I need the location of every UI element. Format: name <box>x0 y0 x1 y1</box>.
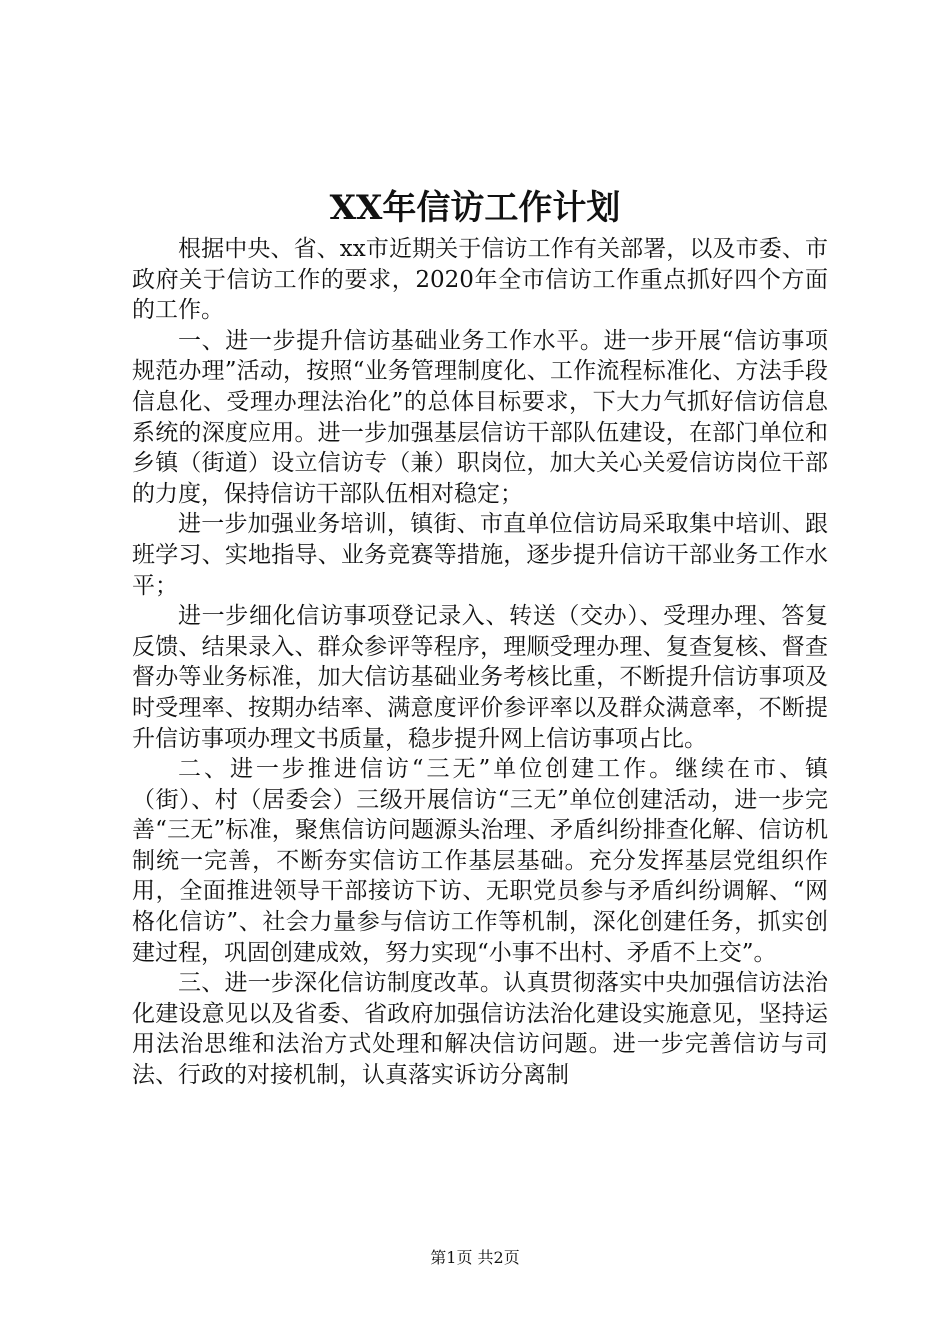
document-title: XX年信访工作计划 <box>329 188 621 228</box>
paragraph-procedures: 进一步细化信访事项登记录入、转送（交办）、受理办理、答复反馈、结果录入、群众参评等程序，理顺受理办理、复查复核、督查督办等业务标准，加大信访基础业务考核比重，不断提升信访事项及时受理率、按期办结率、满意度评价参评率以及群众满意率，不断提升信访事项办理文书质量，稳步提升网上信访事项占比。 <box>132 603 828 752</box>
document-body <box>132 234 828 1091</box>
paragraph-section-3: 三、进一步深化信访制度改革。认真贯彻落实中央加强信访法治化建设意见以及省委、省政府加强信访法治化建设实施意见，坚持运用法治思维和法治方式处理和解决信访问题。进一步完善信访与司法、行政的对接机制，认真落实诉访分离制 <box>132 970 828 1089</box>
paragraph-intro: 根据中央、省、xx市近期关于信访工作有关部署，以及市委、市政府关于信访工作的要求，2020年全市信访工作重点抓好四个方面的工作。 <box>132 236 828 324</box>
paragraph-training: 进一步加强业务培训，镇街、市直单位信访局采取集中培训、跟班学习、实地指导、业务竞赛等措施，逐步提升信访干部业务工作水平； <box>132 511 828 599</box>
paragraph-section-2: 二、进一步推进信访“三无”单位创建工作。继续在市、镇（街）、村（居委会）三级开展信访“三无”单位创建活动，进一步完善“三无”标准，聚焦信访问题源头治理、矛盾纠纷排查化解、信访机制统一完善，不断夯实信访工作基层基础。充分发挥基层党组织作用，全面推进领导干部接访下访、无职党员参与矛盾纠纷调解、“网格化信访”、社会力量参与信访工作等机制，深化创建任务，抓实创建过程，巩固创建成效，努力实现“小事不出村、矛盾不上交”。 <box>132 756 828 966</box>
paragraph-section-1: 一、进一步提升信访基础业务工作水平。进一步开展“信访事项规范办理”活动，按照“业务管理制度化、工作流程标准化、方法手段信息化、受理办理法治化”的总体目标要求，下大力气抓好信访信息系统的深度应用。进一步加强基层信访干部队伍建设，在部门单位和乡镇（街道）设立信访专（兼）职岗位，加大关心关爱信访岗位干部的力度，保持信访干部队伍相对稳定； <box>132 327 828 507</box>
page-number-footer: 第1页 共2页 <box>430 1248 520 1267</box>
